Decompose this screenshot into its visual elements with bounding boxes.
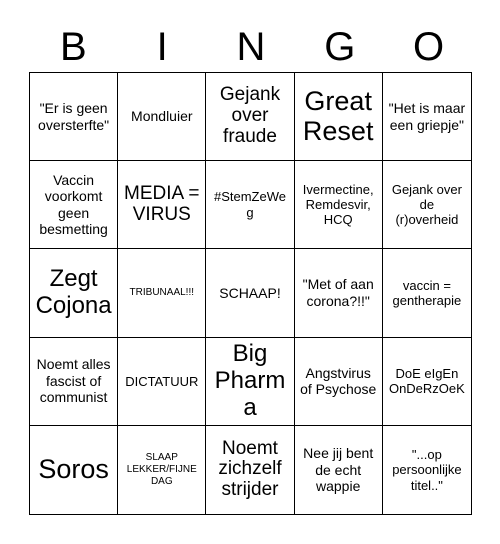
header-letter-n: N — [236, 25, 266, 69]
bingo-cell[interactable]: "Er is geen oversterfte" — [30, 73, 118, 161]
header-letter-b: B — [60, 25, 87, 69]
header-letter-i: I — [156, 25, 168, 69]
bingo-cell[interactable]: Mondluier — [118, 73, 206, 161]
bingo-cell[interactable]: DoE eIgEn OnDeRzOeK — [383, 338, 471, 426]
bingo-cell[interactable]: Angstvirus of Psychose — [295, 338, 383, 426]
bingo-cell[interactable]: "...op persoonlijke titel.." — [392, 446, 462, 493]
bingo-cell[interactable]: MEDIA = VIRUS — [118, 161, 206, 249]
bingo-cell[interactable]: Vaccin voorkomt geen besmetting — [30, 161, 118, 249]
bingo-cell[interactable]: #StemZeWeg — [206, 161, 294, 249]
bingo-cell[interactable]: Noemt zichzelf strijder — [206, 426, 294, 514]
bingo-cell[interactable]: "Met of aan corona?!!" — [295, 249, 383, 337]
bingo-cell[interactable]: SCHAAP! — [206, 249, 294, 337]
header-letter-g: G — [324, 25, 356, 69]
bingo-cell[interactable]: Great Reset — [295, 73, 383, 161]
bingo-grid — [29, 72, 472, 515]
bingo-cell[interactable]: Gejank over de (r)overheid — [383, 161, 471, 249]
bingo-cell[interactable]: "Het is maar een griepje" — [383, 73, 471, 161]
bingo-cell[interactable]: Ivermectine, Remdesvir, HCQ — [295, 161, 383, 249]
bingo-cell[interactable]: Gejank over fraude — [206, 73, 294, 161]
bingo-cell[interactable]: Big Pharma — [206, 338, 294, 426]
bingo-cell[interactable]: Nee jij bent de echt wappie — [295, 426, 383, 514]
bingo-cell[interactable]: TRIBUNAAL!!! — [118, 249, 206, 337]
bingo-cell[interactable]: Noemt alles fascist of communist — [30, 338, 118, 426]
bingo-header — [29, 22, 473, 72]
bingo-cell[interactable]: vaccin = gentherapie — [383, 249, 471, 337]
bingo-cell[interactable]: DICTATUUR — [118, 338, 206, 426]
header-letter-o: O — [413, 25, 445, 69]
bingo-cell[interactable]: Soros — [30, 426, 118, 514]
bingo-cell[interactable]: Zegt Cojona — [30, 249, 118, 337]
bingo-cell[interactable]: SLAAP LEKKER/FIJNE DAG — [118, 426, 206, 514]
